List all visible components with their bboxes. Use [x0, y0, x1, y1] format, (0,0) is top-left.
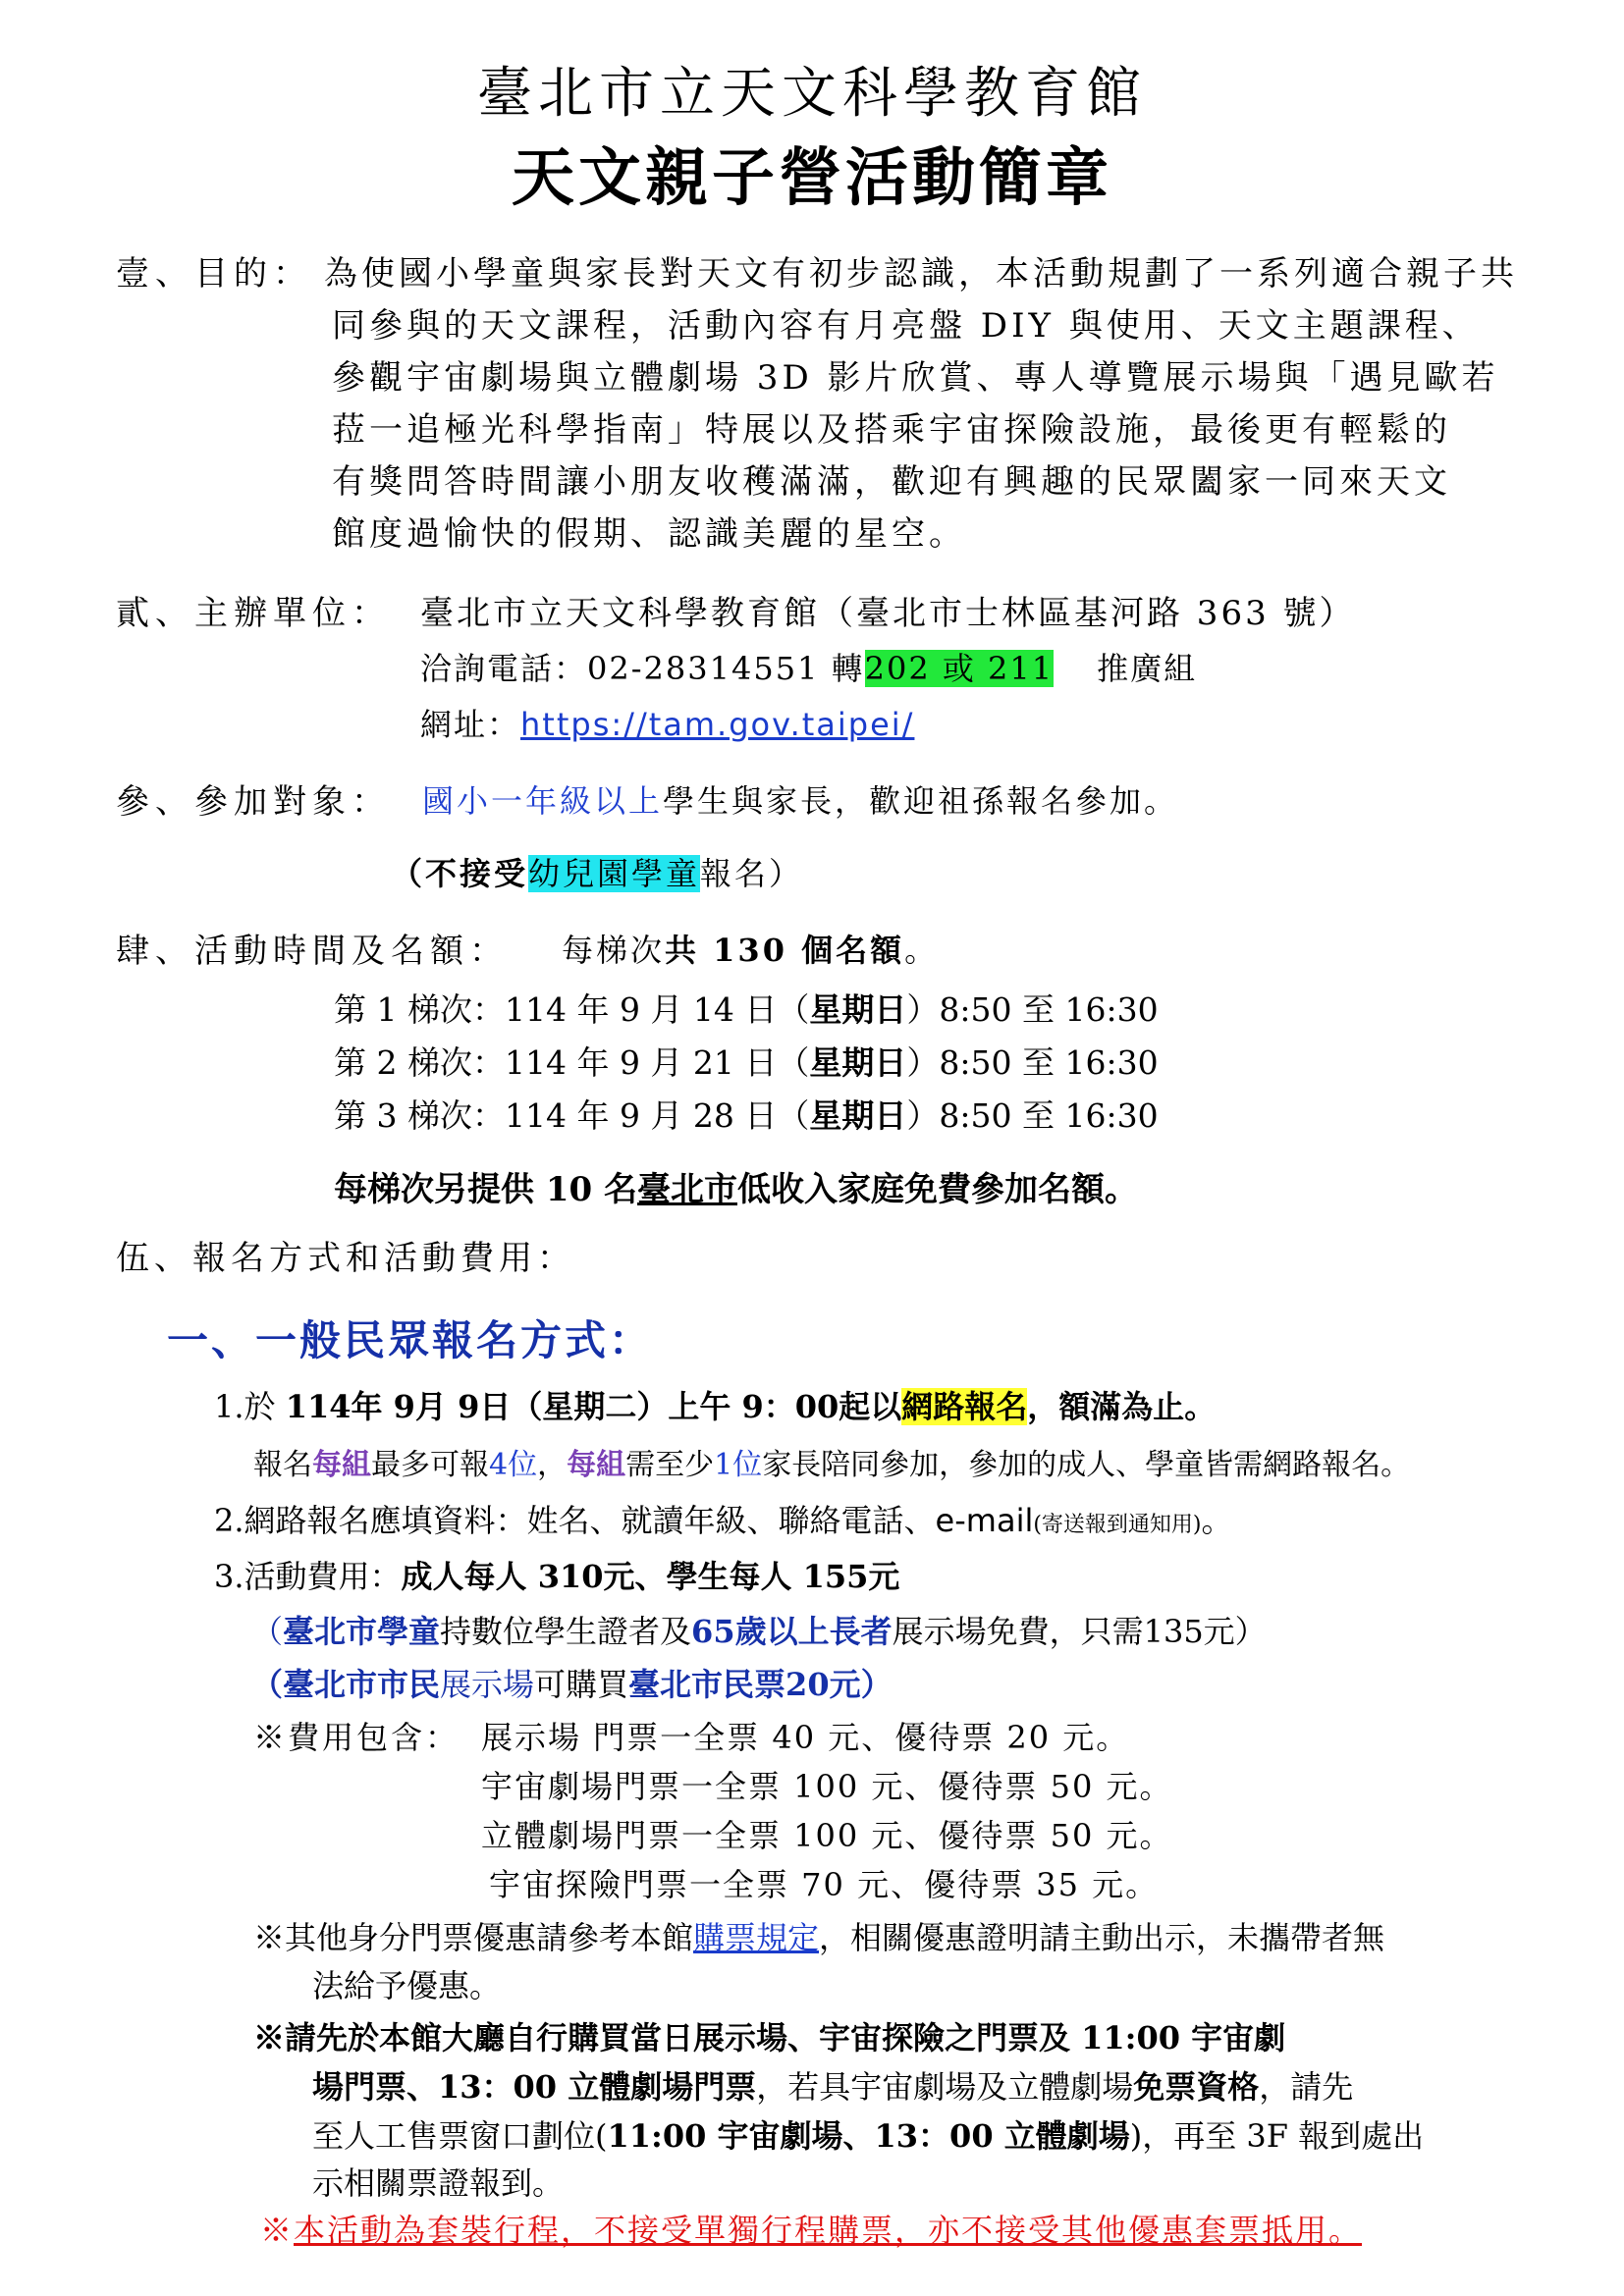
purpose-line-1: 為使國小學童與家長對天文有初步認識，本活動規劃了一系列適合親子共	[324, 254, 1518, 294]
buy-tickets-line-4: 示相關票證報到。	[312, 2164, 565, 2202]
group-limit	[253, 1448, 1411, 1482]
group-text: ，	[537, 1448, 568, 1482]
exclusion-close: 報名）	[700, 855, 804, 892]
fee-includes-label: ※費用包含：	[253, 1719, 460, 1756]
taipei-citizen: （臺北市市民	[251, 1666, 441, 1703]
purpose-line-6: 館度過愉快的假期、認識美麗的星空。	[332, 514, 966, 554]
item-2-end: 。	[1201, 1502, 1233, 1539]
discount-2	[251, 1666, 893, 1703]
purpose-line-4: 菈一追極光科學指南」特展以及搭乘宇宙探險設施，最後更有輕鬆的	[332, 410, 1451, 450]
item-2-text: 2.網路報名應填資料：姓名、就讀年級、聯絡電話、	[214, 1502, 936, 1539]
paren: （	[251, 1613, 284, 1650]
group-text: 需至少	[625, 1448, 715, 1482]
group-max: 4位	[489, 1448, 538, 1482]
session-time: ）8:50 至 16:30	[906, 1096, 1159, 1135]
discount-1	[251, 1613, 1267, 1650]
organizer: 臺北市立天文科學教育館（臺北市士林區基河路 363 號）	[420, 594, 1356, 633]
buy-times: 11:00 宇宙劇場、13：00 立體劇場	[607, 2117, 1130, 2155]
target-rest: 學生與家長，歡迎祖孫報名參加。	[663, 782, 1179, 820]
url-label: 網址：	[420, 706, 521, 743]
low-income-city: 臺北市	[637, 1170, 737, 1209]
paren: ）	[860, 1666, 893, 1703]
item-2-note: (寄送報到通知用)	[1033, 1513, 1202, 1537]
purpose-line-2: 同參與的天文課程，活動內容有月亮盤 DIY 與使用、天文主題課程、	[332, 306, 1480, 346]
phone-extension: 202 或 211	[864, 650, 1055, 687]
purpose-line-5: 有獎問答時間讓小朋友收穫滿滿，歡迎有興趣的民眾闔家一同來天文	[332, 462, 1451, 502]
discount-text: 持數位學生證者及	[440, 1613, 692, 1650]
session-weekday: 星期日	[809, 1096, 907, 1135]
buy-tickets-line-3	[312, 2117, 1425, 2155]
quota-end: 。	[904, 932, 940, 969]
citizen-ticket: 臺北市民票20元	[628, 1666, 861, 1703]
section-1-label: 壹、目的：	[116, 254, 312, 294]
purpose-line-3: 參觀宇宙劇場與立體劇場 3D 影片欣賞、專人導覽展示場與「遇見歐若	[332, 358, 1499, 398]
session-date: 第 3 梯次：114 年 9 月 28 日（	[334, 1096, 810, 1135]
phone-label: 洽詢電話：02-28314551 轉	[420, 650, 865, 687]
quota-count: 共 130 個名額	[665, 932, 905, 969]
buy-tickets-line-2	[312, 2068, 1354, 2106]
buy-text: 場門票、13：00 立體劇場門票	[312, 2068, 757, 2106]
buy-text: ，請先	[1259, 2068, 1354, 2106]
session-date: 第 1 梯次：114 年 9 月 14 日（	[334, 990, 810, 1029]
other-discount	[253, 1919, 1385, 1956]
other-text: ※其他身分門票優惠請參考本館	[253, 1919, 694, 1956]
quota-prefix: 每梯次	[562, 932, 666, 969]
exhibition-hall: 展示場	[440, 1666, 535, 1703]
per-group: 每組	[312, 1448, 371, 1482]
item-2-email: e-mail	[935, 1502, 1034, 1539]
group-text: 家長陪同參加，參加的成人、學童皆需網路報名。	[762, 1448, 1411, 1482]
item-3-label: 3.活動費用：	[214, 1558, 402, 1595]
discount-text: 展示場免費，只需135元）	[892, 1613, 1267, 1650]
warning-mark: ※	[260, 2212, 295, 2249]
group-min: 1位	[714, 1448, 763, 1482]
general-registration-heading: 一、一般民眾報名方式：	[167, 1316, 654, 1364]
target-exclusion	[391, 855, 804, 892]
session-3	[334, 1096, 1159, 1135]
session-date: 第 2 梯次：114 年 9 月 21 日（	[334, 1043, 810, 1082]
fee-3d-theater: 立體劇場門票一全票 100 元、優待票 50 元。	[481, 1817, 1173, 1854]
ticket-rules-link[interactable]: 購票規定	[693, 1919, 820, 1956]
session-2	[334, 1043, 1159, 1082]
online-registration: 網路報名	[901, 1388, 1028, 1425]
low-income-prefix: 每梯次另提供 10 名	[334, 1170, 637, 1209]
low-income-suffix: 低收入家庭免費參加名額。	[737, 1170, 1138, 1209]
section-4-label: 肆、活動時間及名額：	[116, 932, 509, 971]
other-text: ，相關優惠證明請主動出示，未攜帶者無	[819, 1919, 1385, 1956]
item-2	[214, 1502, 1233, 1539]
other-discount-cont: 法給予優惠。	[312, 1967, 502, 2004]
session-weekday: 星期日	[809, 990, 907, 1029]
session-time: ）8:50 至 16:30	[906, 990, 1159, 1029]
quota	[562, 932, 940, 969]
session-time: ）8:50 至 16:30	[906, 1043, 1159, 1082]
low-income-quota	[334, 1170, 1138, 1209]
package-warning	[260, 2212, 1363, 2249]
exclusion-open: （不接受	[391, 855, 529, 892]
target-audience	[422, 782, 1179, 820]
free-eligibility: 免票資格	[1133, 2068, 1260, 2106]
buy-text: 至人工售票窗口劃位(	[312, 2117, 608, 2155]
website-link[interactable]: https://tam.gov.taipei/	[520, 706, 915, 743]
phone-department: 推廣組	[1097, 650, 1198, 687]
section-2-label: 貳、主辦單位：	[116, 594, 391, 633]
taipei-student: 臺北市學童	[283, 1613, 441, 1650]
item-3	[214, 1558, 900, 1595]
group-text: 最多可報	[371, 1448, 489, 1482]
exclusion-kindergarten: 幼兒園學童	[528, 855, 701, 892]
session-1	[334, 990, 1159, 1029]
warning-text: 本活動為套裝行程，不接受單獨行程購票，亦不接受其他優惠套票抵用。	[294, 2212, 1363, 2249]
item-3-fee: 成人每人 310元、學生每人 155元	[401, 1558, 900, 1595]
section-3-label: 參、參加對象：	[116, 782, 391, 822]
item-1	[214, 1388, 1217, 1425]
target-grade: 國小一年級以上	[422, 782, 664, 820]
item-1-num: 1.於	[214, 1388, 286, 1425]
fee-space-adventure: 宇宙探險門票一全票 70 元、優待票 35 元。	[489, 1866, 1160, 1903]
item-1-end: ，額滿為止。	[1027, 1388, 1217, 1425]
buy-text: )，再至 3F 報到處出	[1129, 2117, 1425, 2155]
group-text: 報名	[253, 1448, 312, 1482]
fee-cosmic-theater: 宇宙劇場門票一全票 100 元、優待票 50 元。	[481, 1768, 1173, 1805]
senior: 65歲以上長者	[691, 1613, 893, 1650]
section-5-label: 伍、報名方式和活動費用：	[116, 1239, 575, 1278]
buy-text: ，若具宇宙劇場及立體劇場	[756, 2068, 1134, 2106]
website	[420, 706, 915, 743]
item-1-date: 114年 9月 9日（星期二）上午 9：00起以	[285, 1388, 902, 1425]
discount-text: 可購買	[534, 1666, 629, 1703]
page-subtitle: 天文親子營活動簡章	[512, 141, 1112, 215]
fee-exhibition: 展示場 門票一全票 40 元、優待票 20 元。	[481, 1719, 1130, 1756]
buy-tickets-line-1: ※請先於本館大廳自行購買當日展示場、宇宙探險之門票及 11:00 宇宙劇	[253, 2019, 1286, 2056]
contact-phone	[420, 650, 1198, 687]
page-title: 臺北市立天文科學教育館	[477, 62, 1147, 126]
session-weekday: 星期日	[809, 1043, 907, 1082]
per-group: 每組	[567, 1448, 626, 1482]
